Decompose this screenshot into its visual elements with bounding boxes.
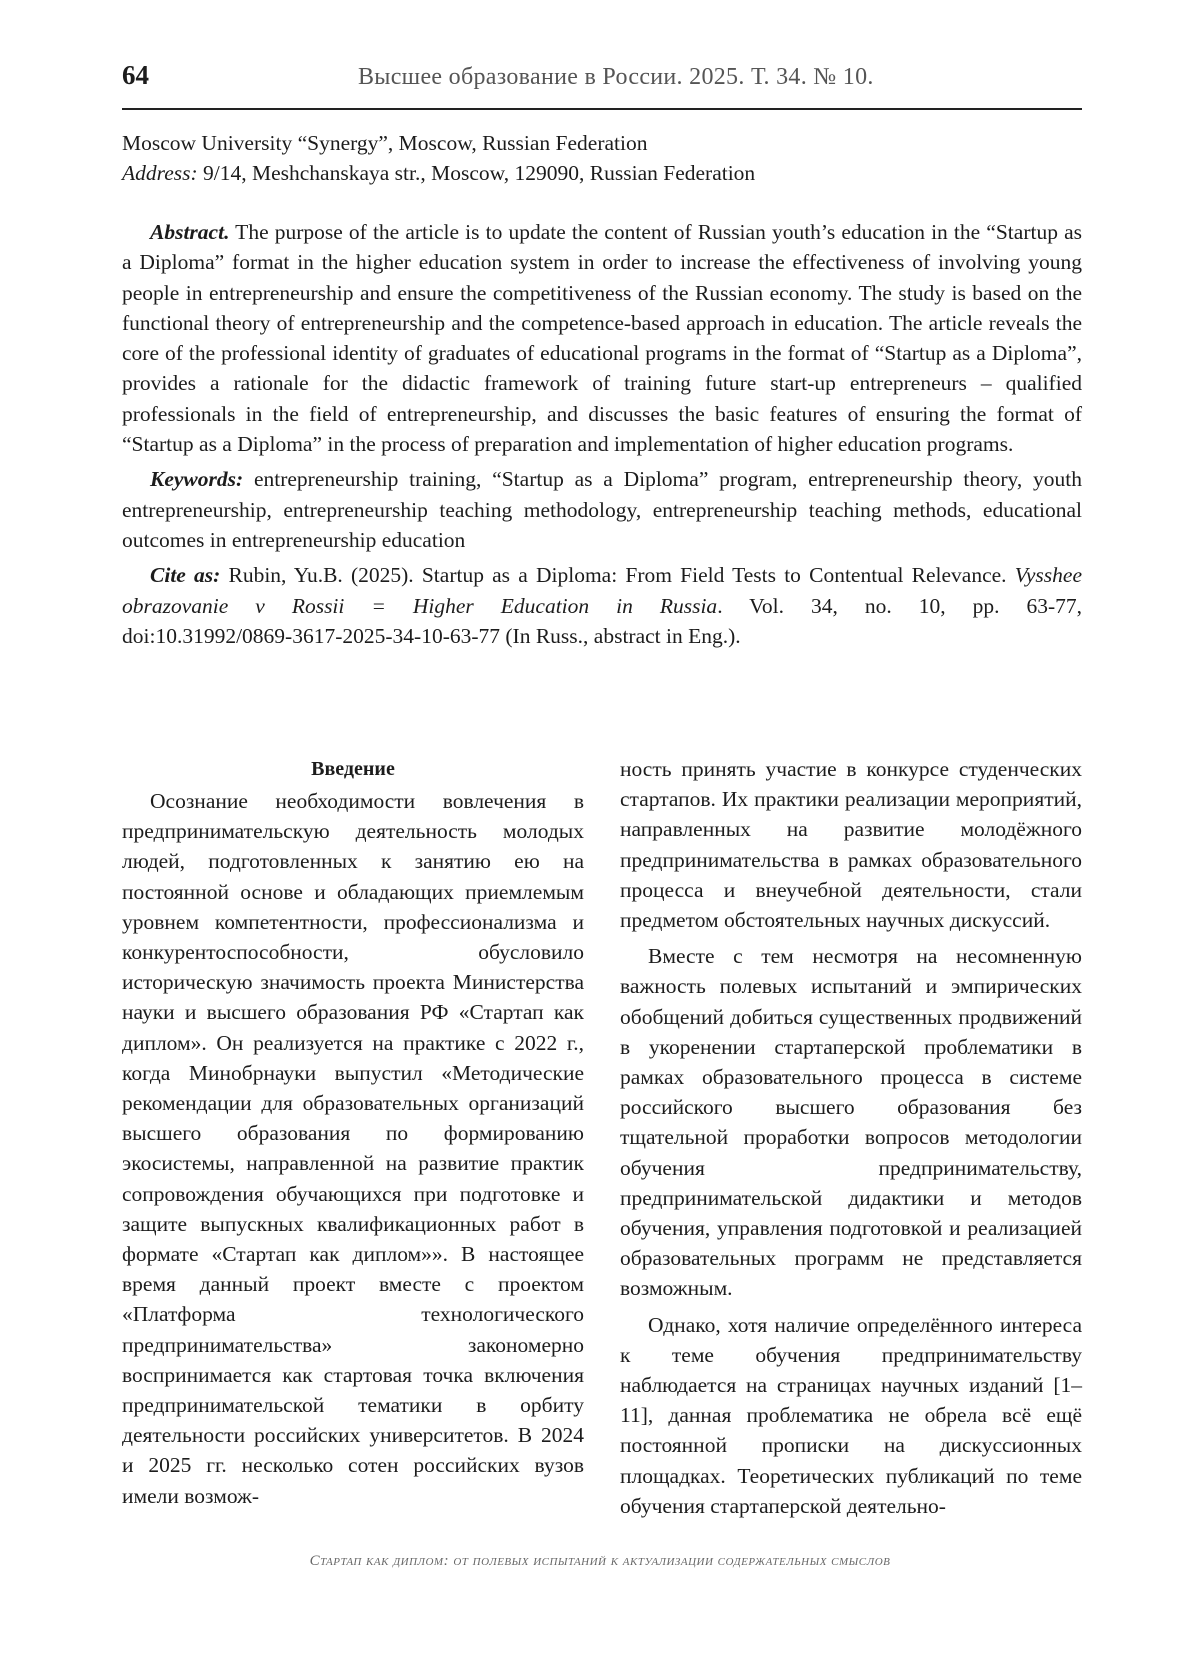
abstract-paragraph xyxy=(122,217,1082,459)
cite-doi: 10.31992/0869-3617-2025-34-10-63-77 xyxy=(155,623,501,648)
keywords-label: Keywords: xyxy=(150,467,244,492)
page-header xyxy=(122,60,1082,110)
page-number: 64 xyxy=(122,60,149,90)
cite-text-1: Rubin, Yu.B. (2025). Startup as a Diploma: From Field Tests to Contentual Relevance. xyxy=(220,563,1015,588)
keywords-text: entrepreneurship training, “Startup as a Diploma” program, entrepreneurship theory, youth entrepreneurship, entrepreneurship teaching methodology, entrepreneurship teaching methods, educational outcomes in entrepreneurship education xyxy=(122,467,1082,552)
affiliation-line: Moscow University “Synergy”, Moscow, Russian Federation xyxy=(122,131,648,155)
address-line xyxy=(122,158,1082,188)
running-footer: Стартап как диплом: от полевых испытаний к актуализации содержательных смыслов xyxy=(309,1553,891,1569)
section-title-introduction: Введение xyxy=(311,758,395,780)
cite-text-2: . Vol. 34, no. 10, pp. 63-77, doi: xyxy=(122,593,1082,648)
abstract-block xyxy=(122,217,1082,656)
citation-paragraph xyxy=(122,560,1082,651)
address-label: Address: xyxy=(122,161,198,185)
body-paragraph: Однако, хотя наличие определённого интереса к теме обучения предпринимательству наблюдается на страницах научных изданий [1–11], данная проблематика не обрела всё ещё постоянной прописки на дискуссионных площадках. Теоретических публикаций по теме обучения стартаперской деятельно- xyxy=(620,1312,1082,1518)
left-column xyxy=(122,754,584,1511)
abstract-label: Abstract. xyxy=(150,220,230,244)
body-paragraph: ность принять участие в конкурсе студенческих стартапов. Их практики реализации мероприятий, направленных на развитие молодёжного предпринимательства в рамках образовательного процесса и внеучебной деятельности, стали предметом обстоятельных научных дискуссий. xyxy=(620,757,1082,933)
right-column xyxy=(620,754,1082,1521)
cite-text-3: (In Russ., abstract in Eng.). xyxy=(500,623,741,648)
body-paragraph: Осознание необходимости вовлечения в предпринимательскую деятельность молодых людей, подготовленных к занятию ею на постоянной основе и обладающих приемлемым уровнем компетентности, профессионализма и конкурентоспособности, обусловило историческую значимость проекта Министерства науки и высшего образования РФ «Стартап как диплом». Он реализуется на практике с 2022 г., когда Минобрнауки выпустил «Методические рекомендации для образовательных организаций высшего образования по формированию экосистемы, направленной на развитие практик сопровождения обучающихся при подготовке и защите выпускных квалификационных работ в формате «Стартап как диплом»». В настоящее время данный проект вместе с проектом «Платформа технологического предпринимательства» закономерно воспринимается как стартовая точка включения предпринимательской тематики в орбиту деятельности российских университетов. В 2024 и 2025 гг. несколько сотен российских вузов имели возмож- xyxy=(122,789,584,1508)
affiliation-block xyxy=(122,128,1082,188)
journal-title: Высшее образование в России. 2025. Т. 34. № 10. xyxy=(358,64,874,90)
abstract-text: The purpose of the article is to update the content of Russian youth’s education in the “Startup as a Diploma” format in the higher education system in order to increase the effectiveness of involving young people in entrepreneurship and ensure the competitiveness of the Russian economy. The study is based on the functional theory of entrepreneurship and the competence-based approach in education. The article reveals the core of the professional identity of graduates of educational programs in the format of “Startup as a Diploma”, provides a rationale for the didactic framework of training future start-up entrepreneurs – qualified professionals in the field of entrepreneurship, and discusses the basic features of ensuring the format of “Startup as a Diploma” in the process of preparation and implementation of higher education programs. xyxy=(122,220,1082,457)
cite-journal: Vysshee obrazovanie v Rossii = Higher Education in Russia xyxy=(122,563,1083,618)
body-paragraph: Вместе с тем несмотря на несомненную важность полевых испытаний и эмпирических обобщений добиться существенных продвижений в укоренении стартаперской проблематики в рамках образовательного процесса в системе российского высшего образования без тщательной проработки вопросов методологии обучения предпринимательству, предпринимательской дидактики и методов обучения, управления подготовкой и реализацией образовательных программ не представляется возможным. xyxy=(620,944,1082,1301)
keywords-paragraph xyxy=(122,464,1082,555)
address-text: 9/14, Meshchanskaya str., Moscow, 129090, Russian Federation xyxy=(197,161,756,185)
cite-label: Cite as: xyxy=(150,563,221,588)
